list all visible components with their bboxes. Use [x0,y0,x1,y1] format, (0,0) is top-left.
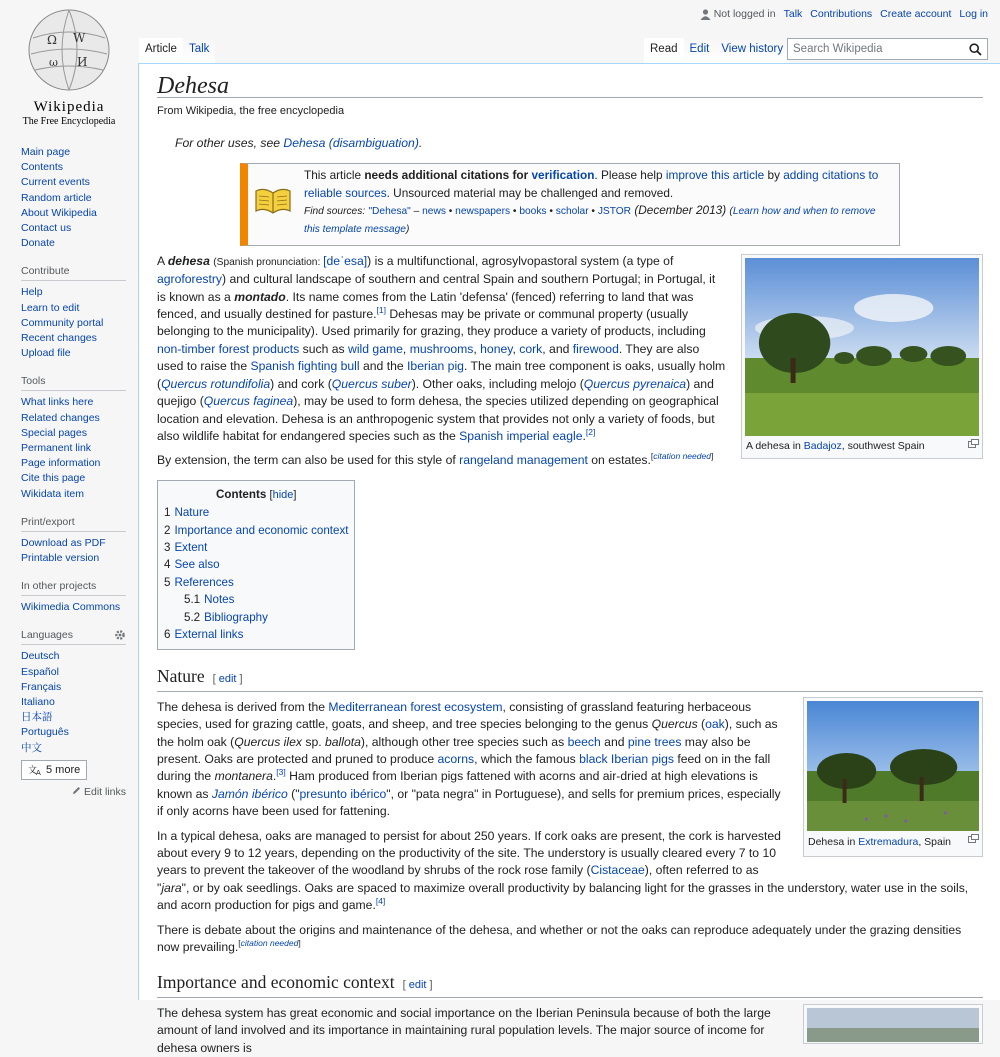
sidebar-item[interactable]: Help [21,286,43,299]
dehesa-photo[interactable] [745,258,979,436]
sidebar-main-nav [21,145,126,251]
toc-title: Contents [hide] [216,487,297,501]
citation-needed-link[interactable]: citation needed [653,451,711,462]
sidebar-language[interactable]: Español [21,665,59,678]
tagline: The Free Encyclopedia [22,116,116,127]
wikipedia-logo[interactable] [14,8,124,127]
sidebar-heading: Contribute [21,265,126,281]
find-sources-label: Find sources: [304,206,366,218]
toc-item[interactable]: 5 References [164,575,234,589]
tab-article[interactable]: Article [139,38,183,63]
svg-text:ω: ω [49,56,58,69]
sidebar-item[interactable]: Recent changes [21,332,97,345]
enlarge-icon[interactable] [968,834,979,843]
edit-links[interactable]: Edit links [21,786,126,798]
sidebar-item[interactable]: Contents [21,161,64,174]
sidebar [21,145,126,812]
notice-date: (December 2013) [634,203,727,218]
sidebar-language[interactable]: 日本語 [21,711,53,724]
sidebar-heading: Print/export [21,516,126,532]
view-tabs [644,38,789,63]
sidebar-language[interactable]: Deutsch [21,650,60,663]
sidebar-item[interactable]: What links here [21,396,94,409]
sidebar-language[interactable]: Italiano [21,696,55,709]
sidebar-languages [21,629,126,797]
sidebar-contribute [21,265,126,361]
toc-hide-toggle[interactable]: hide [272,488,294,501]
not-logged-in: Not logged in [700,8,776,20]
search-placeholder: Search Wikipedia [793,43,883,55]
gear-icon[interactable] [114,629,126,641]
sidebar-item[interactable]: Current events [21,176,90,189]
toc-item[interactable]: 5.2 Bibliography [184,610,268,624]
book-icon [254,185,292,215]
table-of-contents [157,480,355,651]
sidebar-heading [21,629,126,645]
extremadura-link[interactable]: Extremadura [858,835,919,848]
paragraph-importance: The dehesa system has great economic and social importance on the Iberian Peninsula because of both the large amount of land involved and its importance in maintaining rural population levels. The major source of income for dehesa owners is [157,1005,771,1055]
sidebar-item[interactable]: Learn to edit [21,301,80,314]
sidebar-item[interactable]: Permanent link [21,442,92,455]
scholar-link[interactable]: scholar [555,206,589,218]
sidebar-item[interactable]: Page information [21,457,101,470]
paragraph-intro: A dehesa (Spanish pronunciation: [deˈesa]) is a multifunctional, agrosylvopastoral system (a type of agroforestry) and cultural landscape of southern and central Spain and southern Portugal; in Portugal, it is known as a montado. Its name comes from the Latin 'defensa' (fenced) referring to land that was fenced, and usually destined for pasture.[1] Dehesas may be private or communal property (usually belonging to the municipality). Used primarily for grazing, they produce a variety of products, including non-timber forest products such as wild game, mushrooms, honey, cork, and firewood. They are also used to raise the Spanish fighting bull and the Iberian pig. The main tree component is oaks, usually holm (Quercus rotundifolia) and cork (Quercus suber). Other oaks, including melojo (Quercus pyrenaica) and quejigo (Quercus faginea), may be used to form dehesa, the species utilized depending on geographical location and elevation. Dehesa is an anthropogenic system that provides not only a variety of foods, but also wildlife habitat for endangered species such as the Spanish imperial eagle.[2] [157,253,726,443]
tab-read[interactable]: Read [644,38,684,63]
paragraph-nature-2: In a typical dehesa, oaks are managed to persist for about 250 years. If cork oaks are present, the cork is harvested about every 9 to 12 years, depending on the productivity of the site. The understory is usually cleared every 7 to 10 years to prevent the takeover of the woodland by shrubs of the rock rose family (Cistaceae), often referred to as "jara", or by oak seedlings. Oaks are spaced to maximize overall productivity by balancing light for the grasses in the understory, water use in the soils, and acorn production for pigs and game.[4] [157,828,969,913]
sidebar-item[interactable]: Printable version [21,552,100,565]
svg-text:W: W [73,31,86,45]
thumbnail-badajoz: A dehesa in Badajoz, southwest Spain [741,254,983,459]
heading-nature: Nature [ edit ] [157,668,983,691]
books-link[interactable]: books [519,206,547,218]
sidebar-item[interactable]: Wikimedia Commons [21,601,121,614]
citation-notice: This article needs additional citations for verification. Please help improve this article by adding citations to reliable sources. Unsourced material may be challenged and removed. Find sources: "Dehesa" – news • newspapers • books • scholar • JSTOR (December 2013) (Learn how and when to remove this template message) [240,163,900,246]
svg-text:A: A [36,768,41,777]
sidebar-item[interactable]: Contact us [21,222,72,235]
sidebar-language[interactable]: 中文 [21,741,42,754]
namespace-tabs [139,38,215,63]
site-sub: From Wikipedia, the free encyclopedia [157,105,345,118]
tab-view-history[interactable]: View history [715,38,789,63]
thumbnail-extremadura: Dehesa in Extremadura, Spain [803,697,983,857]
sidebar-print [21,516,126,566]
newspapers-link[interactable]: newspapers [455,206,511,218]
heading-importance: Importance and economic context [ edit ] [157,974,983,997]
toc-item[interactable]: 2 Importance and economic context [164,523,349,537]
learn-remove-link[interactable]: Learn how and when to remove this template message [304,206,876,236]
toc-item[interactable]: 6 External links [164,627,244,641]
verification-link[interactable]: verification [531,168,595,183]
svg-text:文: 文 [28,765,38,776]
improve-article-link[interactable]: improve this article [665,168,765,183]
jstor-link[interactable]: JSTOR [597,206,632,218]
toc-item[interactable]: 5.1 Notes [184,593,235,607]
sidebar-item[interactable]: Donate [21,237,55,250]
sidebar-item[interactable]: Special pages [21,426,87,439]
tab-talk[interactable]: Talk [183,38,215,63]
paragraph-rangeland: By extension, the term can also be used for this style of rangeland management on estates.[citation needed] [157,451,714,468]
toc-item[interactable]: 3 Extent [164,540,208,554]
sidebar-item[interactable]: Upload file [21,347,71,360]
edit-section-link[interactable]: edit [408,979,427,992]
content-area [138,63,1000,1055]
source-query-link[interactable]: "Dehesa" [368,206,411,218]
sidebar-projects [21,580,126,615]
sidebar-item[interactable]: Wikidata item [21,487,85,500]
news-link[interactable]: news [422,206,446,218]
disambiguation-link[interactable]: Dehesa (disambiguation) [283,135,419,150]
paragraph-nature-3: There is debate about the origins and maintenance of the dehesa, and whether or not the oaks can reproduce adequately under the grazing densities now prevailing.[citation needed] [157,922,962,955]
more-languages-button[interactable]: 文 A 5 more [21,760,87,780]
sidebar-heading: In other projects [21,580,126,596]
caption-text: A dehesa in [746,439,804,452]
user-icon [700,9,711,20]
contributions-link[interactable]: Contributions [810,8,873,20]
sidebar-language[interactable]: Português [21,726,69,739]
extremadura-photo[interactable] [807,701,979,831]
landscape-photo[interactable] [807,1008,979,1042]
language-icon [28,764,42,776]
talk-link[interactable]: Talk [783,8,803,20]
sidebar-item[interactable]: Cite this page [21,472,86,485]
sidebar-item[interactable]: Download as PDF [21,536,106,549]
enlarge-icon[interactable] [968,439,979,448]
svg-text:И: И [77,55,88,69]
adding-citations-link[interactable]: adding citations to reliable sources [304,168,879,200]
caption-text: Dehesa in [808,835,859,848]
toc-item[interactable]: 4 See also [164,558,220,572]
create-account-link[interactable]: Create account [880,8,952,20]
log-in-link[interactable]: Log in [959,8,988,20]
sidebar-item[interactable]: About Wikipedia [21,206,97,219]
sidebar-language[interactable]: Français [21,680,62,693]
sidebar-tools [21,375,126,501]
sidebar-item[interactable]: Main page [21,146,71,158]
globe-icon [27,8,111,92]
wordmark: Wikipedia [33,99,105,115]
sidebar-item[interactable]: Community portal [21,316,104,329]
sidebar-heading: Tools [21,375,126,391]
thumbnail-partial [803,1004,983,1044]
pencil-icon [72,786,81,795]
languages-title: Languages [21,629,73,642]
edit-section-link[interactable]: edit [218,673,237,686]
badajoz-link[interactable]: Badajoz [803,439,842,452]
search-icon[interactable] [969,43,982,56]
paragraph-nature-1: The dehesa is derived from the Mediterranean forest ecosystem, consisting of grassland featuring herbaceous species, used for grazing cattle, goats, and sheep, and tree species belonging to the genus Quercus (oak), such as the holm oak (Quercus ilex sp. ballota), although other tree species such as beech and pine trees may also be present. Oaks are protected and pruned to produce acorns, which the famous black Iberian pigs feed on in the fall during the montanera.[3] Ham produced from Iberian pigs fattened with acorns and air-dried at high elevations is known as Jamón ibérico ("presunto ibérico", or "pata negra" in Portuguese), and sells for premium prices, especially if only acorns have been used for fattening. [157,699,781,819]
page-title: Dehesa [157,78,983,98]
toc-item[interactable]: 1 Nature [164,506,210,520]
sidebar-item[interactable]: Related changes [21,411,100,424]
svg-text:Ω: Ω [47,33,57,47]
personal-tools [700,8,988,20]
hatnote: For other uses, see Dehesa (disambiguation). [175,135,423,150]
search-input[interactable] [787,38,988,60]
sidebar-item[interactable]: Random article [21,191,92,204]
tab-edit[interactable]: Edit [684,38,716,63]
